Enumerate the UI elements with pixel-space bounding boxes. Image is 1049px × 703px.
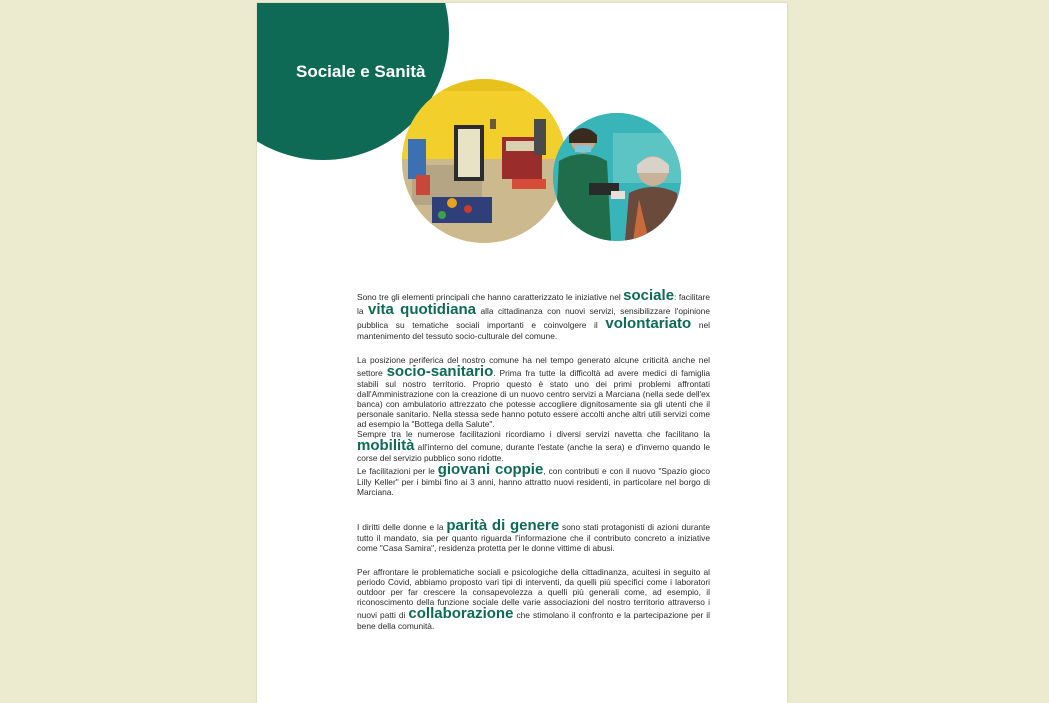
- highlight-keyword: socio-sanitario: [386, 363, 494, 380]
- text-segment: : facilitare la: [357, 292, 711, 316]
- highlight-keyword: parità di genere: [446, 517, 560, 534]
- text-segment: all'interno del comune, durante l'estate (anche la sera) e d'inverno quando le corse del servizio pubblico sono ridotte.: [357, 442, 710, 463]
- text-segment: nel mantenimento del tessuto socio-culturale del comune.: [357, 320, 710, 341]
- paragraph-young-couples: [357, 463, 710, 497]
- text-segment: che stimolano il confronto e la partecipazione per il bene della comunità.: [357, 610, 710, 631]
- text-segment: , con contributi e con il nuovo "Spazio gioco Lilly Keller" per i bimbi fino ai 3 anni, hanno attratto nuovi residenti, in particolare nel borgo di Marciana.: [357, 466, 711, 497]
- paragraph-collaboration: [357, 567, 710, 631]
- highlight-keyword: vita quotidiana: [368, 301, 476, 318]
- document-page: [257, 3, 787, 703]
- highlight-keyword: collaborazione: [408, 605, 514, 622]
- highlight-keyword: mobilità: [357, 437, 415, 454]
- text-segment: Sempre tra le numerose facilitazioni ricordiamo i diversi servizi navetta che facilitano la: [357, 429, 710, 439]
- paragraph-mobility: [357, 429, 710, 463]
- text-segment: sono stati protagonisti di azioni durante tutto il mandato, sia per quanto riguarda l'informazione che il contributo concreto a iniziative come "Casa Samira", residenza protetta per le donne vittime di abusi.: [357, 522, 710, 553]
- highlight-keyword: sociale: [623, 287, 675, 304]
- body-text: [357, 289, 710, 631]
- nurse-vaccination-photo: [553, 113, 681, 241]
- section-title: Sociale e Sanità: [296, 62, 426, 81]
- children-playroom-photo: [402, 79, 566, 243]
- text-segment: I diritti delle donne e la: [357, 522, 447, 532]
- text-segment: Per affrontare le problematiche sociali e psicologiche della cittadinanza, acuitesi in seguito al periodo Covid, abbiamo proposto vari tipi di interventi, da quelli più specifici come i laboratori outdoor per far crescere la consapevolezza a quelli più generali come, ad esempio, il riconoscimento della funzione sociale delle varie associazioni del nostro territorio attraverso i nuovi patti di: [357, 567, 710, 620]
- text-segment: La posizione periferica del nostro comune ha nel tempo generato alcune criticità anche nel settore: [357, 355, 710, 378]
- paragraph-gender-equality: [357, 519, 710, 553]
- paragraph-health: [357, 355, 710, 429]
- highlight-keyword: giovani coppie: [437, 461, 544, 478]
- highlight-keyword: volontariato: [605, 315, 692, 332]
- paragraph-social: [357, 289, 710, 341]
- text-segment: Le facilitazioni per le: [357, 466, 438, 476]
- text-segment: Sono tre gli elementi principali che hanno caratterizzato le iniziative nel: [357, 292, 624, 302]
- text-segment: alla cittadinanza con nuovi servizi, sensibilizzare l'opinione pubblica su tematiche sociali importanti e coinvolgere il: [357, 306, 710, 330]
- text-segment: . Prima fra tutte la difficoltà ad avere medici di famiglia stabili sul nostro territorio. Proprio questo è stato uno dei primi problemi affrontati dall'Amministrazione con la creazione di un nuovo centro servizi a Marciana (nella sede dell'ex banca) con ambulatorio attrezzato che potesse accogliere dignitosamente sia gli utenti che il personale sanitario. Nella stessa sede hanno potuto essere accolti anche altri utili servizi come ad esempio la "Bottega della Salute".: [357, 368, 710, 429]
